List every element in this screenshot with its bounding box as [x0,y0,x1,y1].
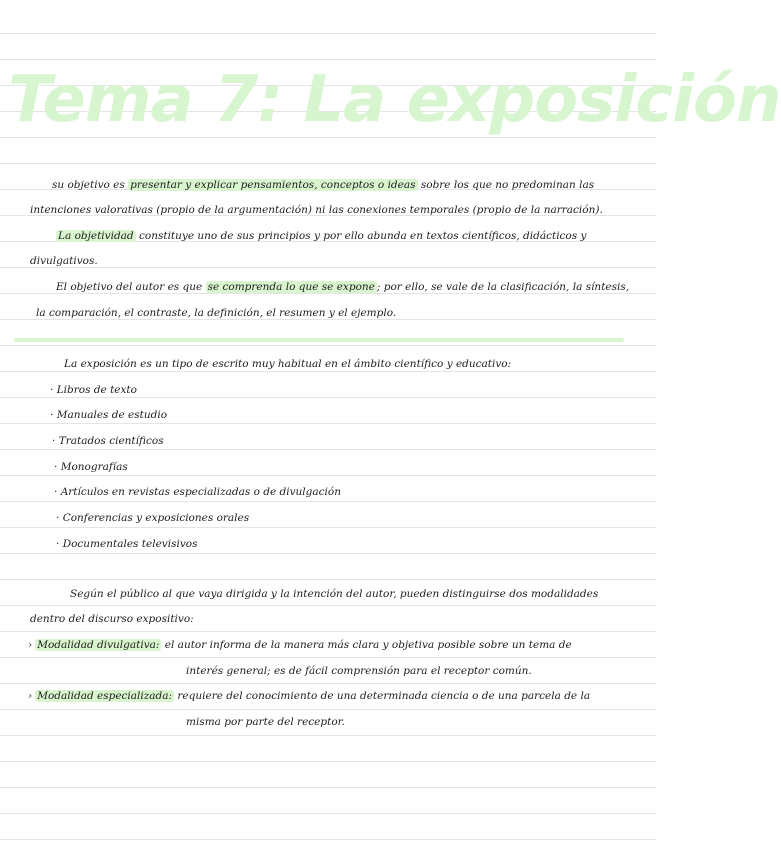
list-item: · Artículos en revistas especializadas o de divulgación [54,486,341,498]
modalities-lead-2: dentro del discurso expositivo: [30,613,194,625]
modality-divulgativa [28,638,572,652]
list-item: · Monografías [54,461,128,473]
modality-divulgativa-text-1: el autor informa de la manera más clara y objetiva posible sobre un tema de [161,639,572,651]
intro-line-1-b: sobre los que no predominan las [417,179,595,191]
modality-especializada-text-1: requiere del conocimiento de una determinada ciencia o de una parcela de la [174,690,591,702]
section-divider [14,338,624,342]
types-lead: La exposición es un tipo de escrito muy habitual en el ámbito científico y educativo: [64,358,512,370]
modality-divulgativa-label: Modalidad divulgativa: [37,639,160,651]
highlight-comprenda: se comprenda lo que se expone [207,281,375,293]
list-item: · Conferencias y exposiciones orales [56,512,250,524]
modalities-lead-1: Según el público al que vaya dirigida y la intención del autor, pueden distinguirse dos modalidades [70,588,599,600]
intro-line-2: intenciones valorativas (propio de la argumentación) ni las conexiones temporales (propio de la narración). [30,204,603,216]
list-item: · Documentales televisivos [56,538,198,550]
list-item: · Manuales de estudio [50,409,168,421]
intro-line-3 [56,229,586,243]
arrow-icon: › [28,690,33,702]
intro-line-3-b: constituye uno de sus principios y por ello abunda en textos científicos, didácticos y [135,230,587,242]
list-item: · Tratados científicos [52,435,164,447]
intro-line-5 [56,280,629,294]
intro-line-5-a: El objetivo del autor es que [56,281,206,293]
highlight-objetividad: La objetividad [58,230,134,242]
page-title: Tema 7: La exposición [8,63,781,137]
intro-line-1-a: su objetivo es [52,179,129,191]
highlight-presentar: presentar y explicar pensamientos, conceptos o ideas [130,179,416,191]
modality-divulgativa-text-2: interés general; es de fácil comprensión para el receptor común. [186,665,532,677]
arrow-icon: › [28,639,33,651]
modality-especializada [28,689,590,703]
intro-line-6: la comparación, el contraste, la definición, el resumen y el ejemplo. [36,307,397,319]
modality-especializada-text-2: misma por parte del receptor. [186,716,345,728]
modality-especializada-label: Modalidad especializada: [37,690,173,702]
intro-line-4: divulgativos. [30,255,98,267]
intro-line-1 [52,178,594,192]
list-item: · Libros de texto [50,384,137,396]
intro-line-5-b: ; por ello, se vale de la clasificación, la síntesis, [376,281,630,293]
